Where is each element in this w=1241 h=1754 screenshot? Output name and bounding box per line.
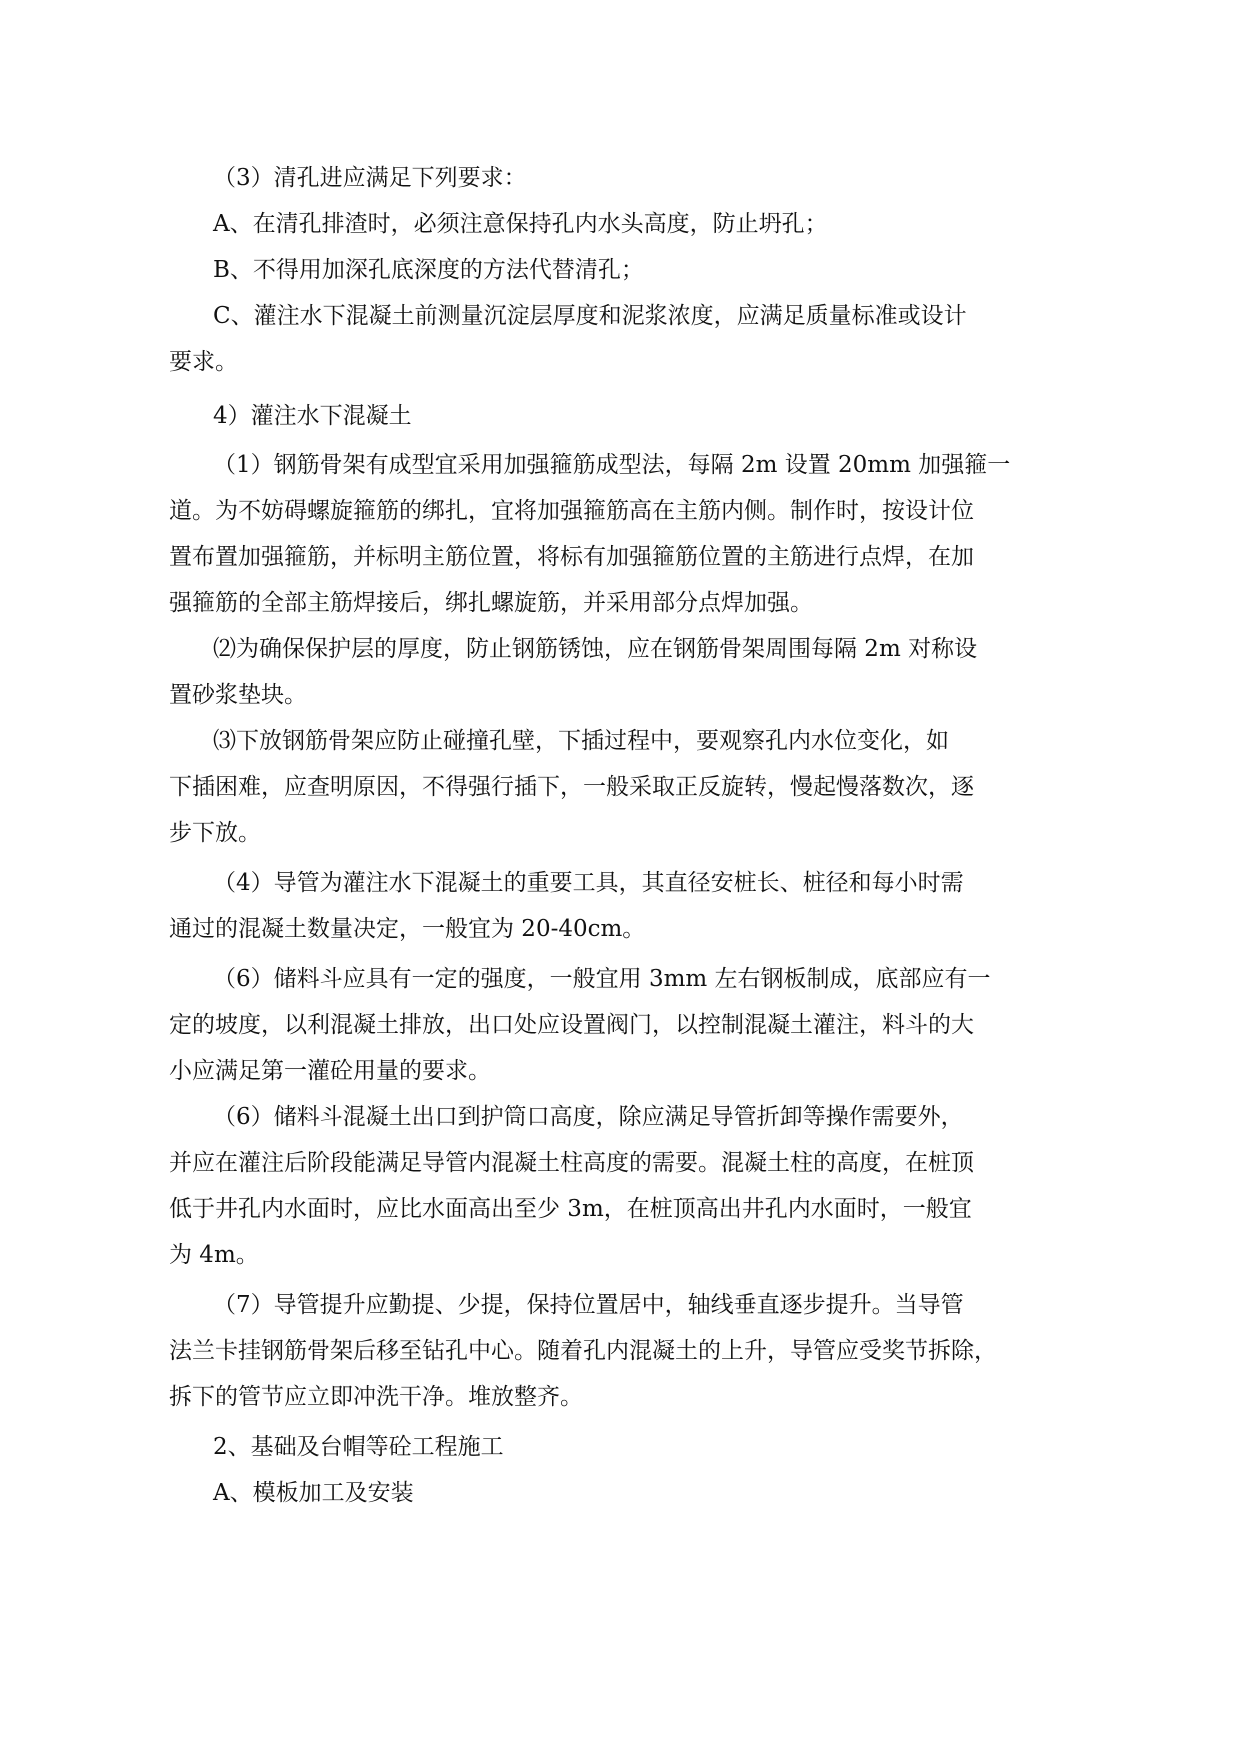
document-line: 低于井孔内水面时，应比水面高出至少 3m，在桩顶高出井孔内水面时，一般宜 [169,1196,972,1222]
document-line: ⑵为确保保护层的厚度，防止钢筋锈蚀，应在钢筋骨架周围每隔 2m 对称设 [213,636,978,662]
document-line: 强箍筋的全部主筋焊接后，绑扎螺旋筋，并采用部分点焊加强。 [169,590,813,616]
document-line: 下插困难，应查明原因，不得强行插下，一般采取正反旋转，慢起慢落数次，逐 [169,774,974,800]
document-line: 拆下的管节应立即冲洗干净。堆放整齐。 [169,1384,583,1410]
document-line: （6）储料斗混凝土出口到护筒口高度，除应满足导管折卸等操作需要外， [213,1104,964,1130]
document-line: （1）钢筋骨架有成型宜采用加强箍筋成型法，每隔 2m 设置 20mm 加强箍一 [213,452,1011,478]
document-line: 置砂浆垫块。 [169,682,307,708]
document-line: （3）清孔进应满足下列要求： [213,165,527,191]
document-line: C、灌注水下混凝土前测量沉淀层厚度和泥浆浓度，应满足质量标准或设计 [213,303,967,329]
document-line: ⑶下放钢筋骨架应防止碰撞孔壁，下插过程中，要观察孔内水位变化，如 [213,728,949,754]
document-line: 置布置加强箍筋，并标明主筋位置，将标有加强箍筋位置的主筋进行点焊，在加 [169,544,974,570]
document-line: 步下放。 [169,820,261,846]
document-line: 法兰卡挂钢筋骨架后移至钻孔中心。随着孔内混凝土的上升，导管应受奖节拆除， [169,1338,997,1364]
document-line: （6）储料斗应具有一定的强度，一般宜用 3mm 左右钢板制成，底部应有一 [213,966,991,992]
document-line: 通过的混凝土数量决定，一般宜为 20-40cm。 [169,916,646,942]
document-line: （4）导管为灌注水下混凝土的重要工具，其直径安桩长、桩径和每小时需 [213,870,964,896]
document-line: B、不得用加深孔底深度的方法代替清孔； [213,257,644,283]
document-line: 4）灌注水下混凝土 [213,403,412,429]
document-line: 并应在灌注后阶段能满足导管内混凝土柱高度的需要。混凝土柱的高度，在桩顶 [169,1150,974,1176]
document-line: 要求。 [169,349,238,375]
document-line: 为 4m。 [169,1242,259,1268]
document-line: A、模板加工及安装 [213,1480,414,1506]
document-line: A、在清孔排渣时，必须注意保持孔内水头高度，防止坍孔； [213,211,828,237]
document-line: （7）导管提升应勤提、少提，保持位置居中，轴线垂直逐步提升。当导管 [213,1292,964,1318]
document-line: 小应满足第一灌砼用量的要求。 [169,1058,491,1084]
document-line: 定的坡度，以利混凝土排放，出口处应设置阀门，以控制混凝土灌注，料斗的大 [169,1012,974,1038]
document-line: 2、基础及台帽等砼工程施工 [213,1434,504,1460]
document-line: 道。为不妨碍螺旋箍筋的绑扎，宜将加强箍筋高在主筋内侧。制作时，按设计位 [169,498,974,524]
